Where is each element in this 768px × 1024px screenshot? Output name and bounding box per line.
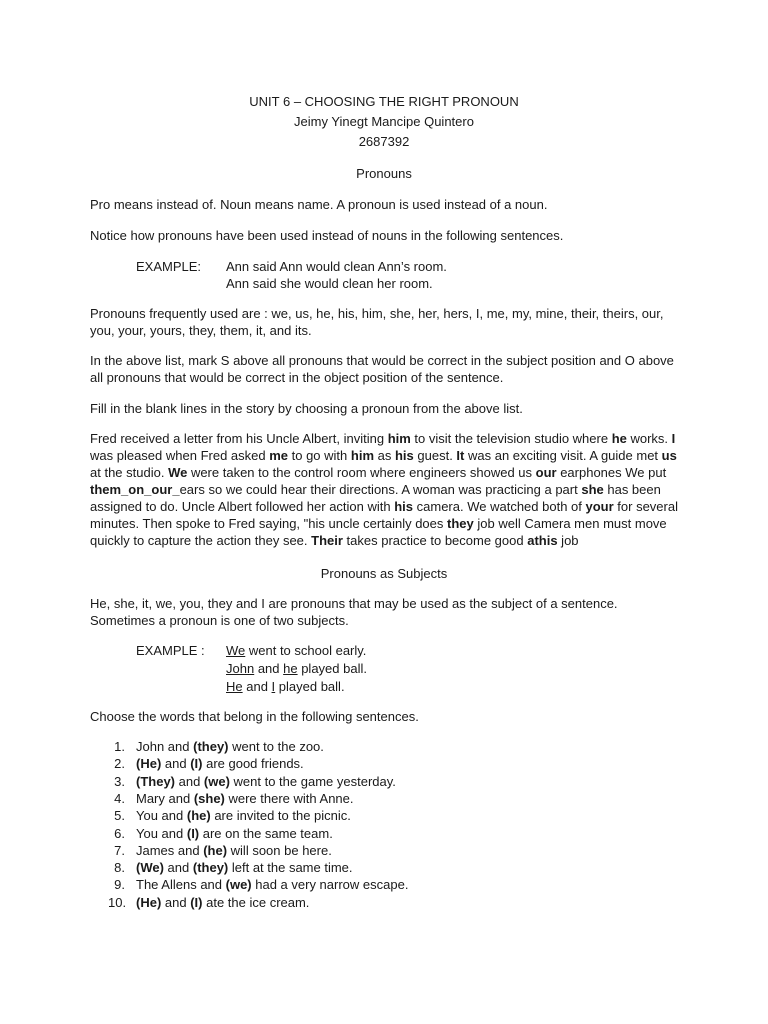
sentence-text: and	[175, 773, 204, 789]
list-item	[136, 876, 408, 893]
story-text: to go with	[288, 448, 351, 463]
sentence-text: James and	[136, 842, 204, 858]
story-text: were taken to the control room where engineers showed us	[187, 465, 536, 480]
list-item-number: 5.	[114, 808, 125, 824]
example-label: EXAMPLE :	[136, 643, 205, 658]
paragraph-subjects-intro: He, she, it, we, you, they and I are pronouns that may be used as the subject of a sentence. Sometimes a pronoun is one of two subjects.	[90, 596, 618, 628]
sentence-text: were there with Anne.	[224, 790, 354, 806]
pronoun-answer: (we)	[203, 773, 230, 789]
example-line: Ann said Ann would clean Ann’s room.	[226, 259, 447, 274]
example-text: played ball.	[275, 679, 345, 694]
list-item-number: 4.	[114, 790, 125, 806]
section-heading-pronouns: Pronouns	[356, 166, 412, 181]
story-answer: them_on_our_	[90, 482, 180, 497]
story-text: for several minutes. Then spoke to Fred saying, "his uncle certainly does	[90, 499, 678, 531]
story-text: camera. We watched both of	[413, 499, 586, 514]
sentence-text: went to the zoo.	[228, 739, 324, 754]
pronoun-answer: (he)	[203, 842, 228, 858]
subject-example-line	[226, 660, 367, 677]
story-text: was pleased when Fred asked	[90, 448, 270, 463]
underlined-subject: he	[283, 661, 298, 676]
story-text: at the studio.	[90, 465, 169, 480]
pronoun-answer: (We)	[136, 860, 164, 876]
paragraph-definition: Pro means instead of. Noun means name. A pronoun is used instead of a noun.	[90, 197, 548, 212]
list-item-number: 9.	[114, 877, 125, 893]
example-text: played ball.	[297, 661, 367, 676]
list-item-number: 8.	[114, 860, 125, 876]
pronoun-answer: (I)	[190, 894, 203, 910]
story-answer: him	[387, 431, 411, 446]
story-answer: his	[394, 499, 414, 514]
sentence-text: are good friends.	[202, 756, 304, 772]
author-name: Jeimy Yinegt Mancipe Quintero	[294, 114, 474, 129]
sentence-text: ate the ice cream.	[202, 894, 310, 910]
story-text: earphones We put	[556, 465, 667, 480]
example-label: EXAMPLE:	[136, 259, 202, 274]
sentence-text: are invited to the picnic.	[210, 808, 351, 824]
section-heading-subjects: Pronouns as Subjects	[320, 566, 448, 581]
story-answer: We	[168, 465, 188, 480]
example-line: Ann said she would clean her room.	[226, 276, 433, 291]
student-id: 2687392	[358, 134, 410, 149]
list-item-number: 10.	[108, 894, 127, 910]
sentence-text: will soon be here.	[227, 842, 332, 858]
story-text: Fred received a letter from his Uncle Albert, inviting	[90, 431, 388, 446]
sentence-text: You and	[136, 808, 187, 824]
story-text: guest.	[413, 448, 457, 463]
sentence-text: had a very narrow escape.	[251, 877, 409, 893]
pronoun-answer: (she)	[193, 790, 225, 806]
list-item	[136, 773, 396, 790]
paragraph-mark-instructions: In the above list, mark S above all pronouns that would be correct in the subject position and O above all pronouns that would be correct in the object position of the sentence.	[90, 353, 674, 385]
example-text: went to school early.	[245, 643, 367, 658]
sentence-text: Mary and	[136, 790, 194, 806]
pronoun-answer: (we)	[225, 877, 252, 893]
pronoun-answer: (He)	[136, 756, 162, 772]
list-item	[136, 738, 324, 755]
subject-example-line	[226, 642, 366, 659]
list-item-number: 2.	[114, 756, 125, 772]
list-item-number: 1.	[114, 739, 125, 754]
story-text: to visit the television studio where	[410, 431, 612, 446]
sentence-text: and	[161, 756, 191, 772]
story-answer: me	[269, 448, 289, 463]
subject-example-line	[226, 678, 345, 695]
story-answer: his	[394, 448, 414, 463]
story-answer: our	[535, 465, 557, 480]
story-text: works.	[626, 431, 672, 446]
sentence-text: are on the same team.	[199, 825, 333, 841]
list-item	[136, 825, 333, 842]
pronoun-answer: (he)	[186, 808, 211, 824]
paragraph-choose-instructions: Choose the words that belong in the following sentences.	[90, 709, 419, 724]
story-answer: your	[585, 499, 614, 514]
list-item	[136, 755, 304, 772]
pronoun-answer: (They)	[136, 773, 175, 789]
story-answer: they	[447, 516, 474, 531]
list-item-number: 6.	[114, 825, 125, 841]
story-text: takes practice to become good	[342, 533, 528, 548]
sentence-text: You and	[136, 825, 187, 841]
story-answer: he	[611, 431, 627, 446]
list-item	[136, 842, 332, 859]
story-answer: us	[661, 448, 677, 463]
pronoun-answer: (I)	[186, 825, 200, 841]
story-text: was an exciting visit. A guide met	[464, 448, 662, 463]
paragraph-pronoun-list: Pronouns frequently used are : we, us, he, his, him, she, her, hers, I, me, my, mine, their, theirs, our, you, your, yours, they, them, it, and its.	[90, 306, 664, 338]
sentence-text: and	[161, 894, 191, 910]
sentence-text: The Allens and	[136, 877, 226, 893]
pronoun-answer: (they)	[193, 739, 229, 754]
story-text: ears so we could hear their directions. A woman was practicing a part	[179, 482, 582, 497]
sentence-text: John and	[136, 739, 194, 754]
story-answer: It	[456, 448, 465, 463]
pronoun-answer: (they)	[192, 860, 229, 876]
underlined-subject: I	[271, 679, 276, 694]
story-text: job	[557, 533, 579, 548]
story-answer: him	[350, 448, 375, 463]
list-item-number: 7.	[114, 842, 125, 858]
list-item	[136, 894, 309, 911]
pronoun-answer: (He)	[136, 894, 162, 910]
sentence-text: left at the same time.	[228, 860, 353, 876]
list-item-number: 3.	[114, 773, 125, 789]
story-text: as	[374, 448, 395, 463]
sentence-text: went to the game yesterday.	[229, 773, 396, 789]
sentence-text: and	[163, 860, 193, 876]
document-title: UNIT 6 – CHOOSING THE RIGHT PRONOUN	[249, 94, 519, 109]
list-item	[136, 859, 353, 876]
story-paragraph	[90, 430, 680, 549]
paragraph-fill-instructions: Fill in the blank lines in the story by choosing a pronoun from the above list.	[90, 401, 523, 416]
story-answer: she	[581, 482, 604, 497]
story-text: job well Camera men must move quickly to capture the action they see.	[90, 516, 667, 548]
pronoun-answer: (I)	[190, 756, 203, 772]
story-answer: athis	[527, 533, 558, 548]
underlined-subject: John	[226, 661, 255, 676]
story-answer: I	[671, 431, 676, 446]
example-text: and	[254, 661, 284, 676]
underlined-subject: We	[226, 643, 246, 658]
paragraph-notice: Notice how pronouns have been used instead of nouns in the following sentences.	[90, 228, 564, 243]
underlined-subject: He	[226, 679, 243, 694]
list-item	[136, 807, 351, 824]
story-text: has been assigned to do. Uncle Albert followed her action with	[90, 482, 661, 514]
story-answer: Their	[311, 533, 343, 548]
list-item	[136, 790, 354, 807]
example-text: and	[242, 679, 272, 694]
